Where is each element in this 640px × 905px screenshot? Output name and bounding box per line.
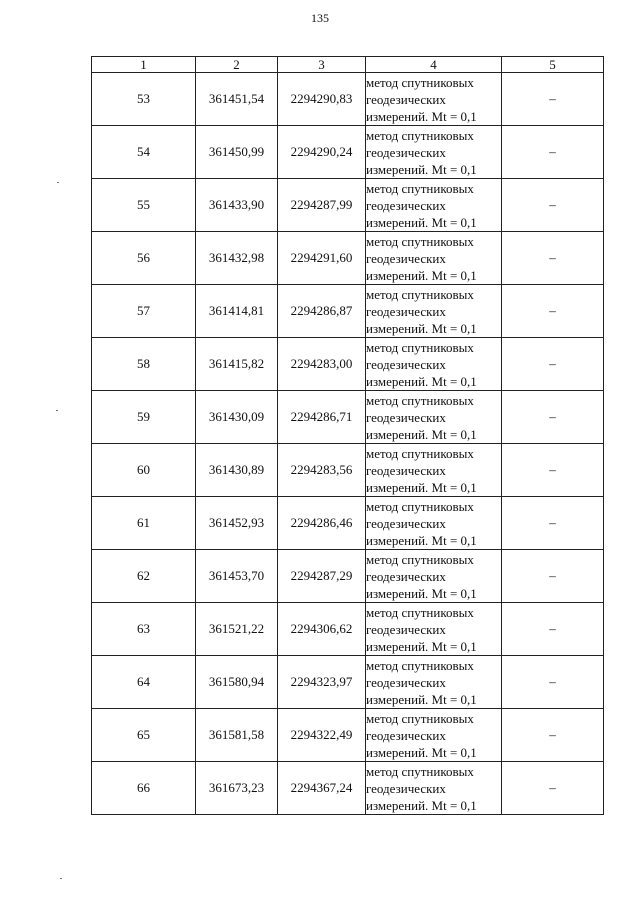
point-number-cell: 63 [92,603,196,656]
note-cell: – [502,603,604,656]
note-cell: – [502,338,604,391]
method-line: метод спутниковых [366,763,474,779]
method-line: геодезических [366,144,446,160]
note-cell: – [502,550,604,603]
x-coordinate-cell: 361433,90 [196,179,278,232]
y-coordinate-cell: 2294290,83 [278,73,366,126]
method-line: метод спутниковых [366,657,474,673]
x-coordinate-cell: 361580,94 [196,656,278,709]
method-cell [366,126,502,179]
point-number-cell: 54 [92,126,196,179]
method-line: геодезических [366,409,446,425]
x-coordinate-cell: 361521,22 [196,603,278,656]
header-col-4: 4 [366,57,502,73]
method-line: геодезических [366,303,446,319]
y-coordinate-cell: 2294367,24 [278,762,366,815]
method-line: измерений. Mt = 0,1 [366,214,477,230]
method-line: измерений. Mt = 0,1 [366,108,477,124]
y-coordinate-cell: 2294291,60 [278,232,366,285]
x-coordinate-cell: 361453,70 [196,550,278,603]
method-cell [366,73,502,126]
table-header-row [92,57,604,73]
x-coordinate-cell: 361581,58 [196,709,278,762]
header-col-3: 3 [278,57,366,73]
method-line: геодезических [366,674,446,690]
y-coordinate-cell: 2294306,62 [278,603,366,656]
note-cell: – [502,73,604,126]
table-row [92,338,604,391]
y-coordinate-cell: 2294287,99 [278,179,366,232]
method-line: метод спутниковых [366,392,474,408]
method-line: геодезических [366,462,446,478]
table-row [92,126,604,179]
table-row [92,232,604,285]
method-line: измерений. Mt = 0,1 [366,744,477,760]
y-coordinate-cell: 2294287,29 [278,550,366,603]
point-number-cell: 55 [92,179,196,232]
note-cell: – [502,497,604,550]
scan-speck [57,182,59,183]
method-line: измерений. Mt = 0,1 [366,797,477,813]
y-coordinate-cell: 2294322,49 [278,709,366,762]
method-line: метод спутниковых [366,286,474,302]
method-cell [366,762,502,815]
coordinates-table [91,56,604,815]
table-row [92,656,604,709]
table-row [92,550,604,603]
point-number-cell: 65 [92,709,196,762]
y-coordinate-cell: 2294290,24 [278,126,366,179]
x-coordinate-cell: 361450,99 [196,126,278,179]
header-col-1: 1 [92,57,196,73]
note-cell: – [502,285,604,338]
method-cell [366,338,502,391]
method-cell [366,497,502,550]
x-coordinate-cell: 361673,23 [196,762,278,815]
method-cell [366,391,502,444]
y-coordinate-cell: 2294286,87 [278,285,366,338]
note-cell: – [502,444,604,497]
method-line: геодезических [366,568,446,584]
note-cell: – [502,179,604,232]
table-row [92,391,604,444]
method-line: измерений. Mt = 0,1 [366,320,477,336]
method-line: метод спутниковых [366,127,474,143]
header-col-2: 2 [196,57,278,73]
scan-speck [60,878,62,879]
table-row [92,497,604,550]
note-cell: – [502,391,604,444]
point-number-cell: 61 [92,497,196,550]
point-number-cell: 59 [92,391,196,444]
method-line: метод спутниковых [366,180,474,196]
note-cell: – [502,656,604,709]
point-number-cell: 53 [92,73,196,126]
note-cell: – [502,232,604,285]
method-cell [366,709,502,762]
method-line: геодезических [366,250,446,266]
point-number-cell: 57 [92,285,196,338]
point-number-cell: 60 [92,444,196,497]
x-coordinate-cell: 361430,89 [196,444,278,497]
note-cell: – [502,762,604,815]
header-col-5: 5 [502,57,604,73]
method-cell [366,550,502,603]
method-line: геодезических [366,197,446,213]
method-line: измерений. Mt = 0,1 [366,638,477,654]
x-coordinate-cell: 361414,81 [196,285,278,338]
method-line: измерений. Mt = 0,1 [366,161,477,177]
method-line: измерений. Mt = 0,1 [366,691,477,707]
point-number-cell: 66 [92,762,196,815]
note-cell: – [502,709,604,762]
table-row [92,285,604,338]
method-cell [366,232,502,285]
table-row [92,73,604,126]
method-line: геодезических [366,727,446,743]
method-cell [366,285,502,338]
point-number-cell: 64 [92,656,196,709]
scan-speck [56,410,58,411]
method-line: геодезических [366,621,446,637]
method-line: геодезических [366,780,446,796]
method-line: измерений. Mt = 0,1 [366,267,477,283]
method-line: геодезических [366,515,446,531]
x-coordinate-cell: 361432,98 [196,232,278,285]
method-cell [366,656,502,709]
y-coordinate-cell: 2294283,56 [278,444,366,497]
y-coordinate-cell: 2294283,00 [278,338,366,391]
table-row [92,762,604,815]
method-cell [366,179,502,232]
method-line: метод спутниковых [366,74,474,90]
method-line: метод спутниковых [366,445,474,461]
method-line: измерений. Mt = 0,1 [366,532,477,548]
point-number-cell: 58 [92,338,196,391]
method-line: измерений. Mt = 0,1 [366,426,477,442]
page-number: 135 [311,11,329,25]
method-line: измерений. Mt = 0,1 [366,479,477,495]
method-line: геодезических [366,91,446,107]
point-number-cell: 62 [92,550,196,603]
table-row [92,444,604,497]
x-coordinate-cell: 361452,93 [196,497,278,550]
method-cell [366,444,502,497]
x-coordinate-cell: 361451,54 [196,73,278,126]
method-line: метод спутниковых [366,604,474,620]
y-coordinate-cell: 2294286,46 [278,497,366,550]
method-line: метод спутниковых [366,551,474,567]
method-line: измерений. Mt = 0,1 [366,585,477,601]
note-cell: – [502,126,604,179]
table-body [92,73,604,815]
table-row [92,603,604,656]
table-row [92,709,604,762]
y-coordinate-cell: 2294323,97 [278,656,366,709]
method-cell [366,603,502,656]
x-coordinate-cell: 361430,09 [196,391,278,444]
method-line: метод спутниковых [366,233,474,249]
table-row [92,179,604,232]
y-coordinate-cell: 2294286,71 [278,391,366,444]
method-line: геодезических [366,356,446,372]
point-number-cell: 56 [92,232,196,285]
method-line: метод спутниковых [366,710,474,726]
method-line: метод спутниковых [366,339,474,355]
method-line: метод спутниковых [366,498,474,514]
method-line: измерений. Mt = 0,1 [366,373,477,389]
x-coordinate-cell: 361415,82 [196,338,278,391]
